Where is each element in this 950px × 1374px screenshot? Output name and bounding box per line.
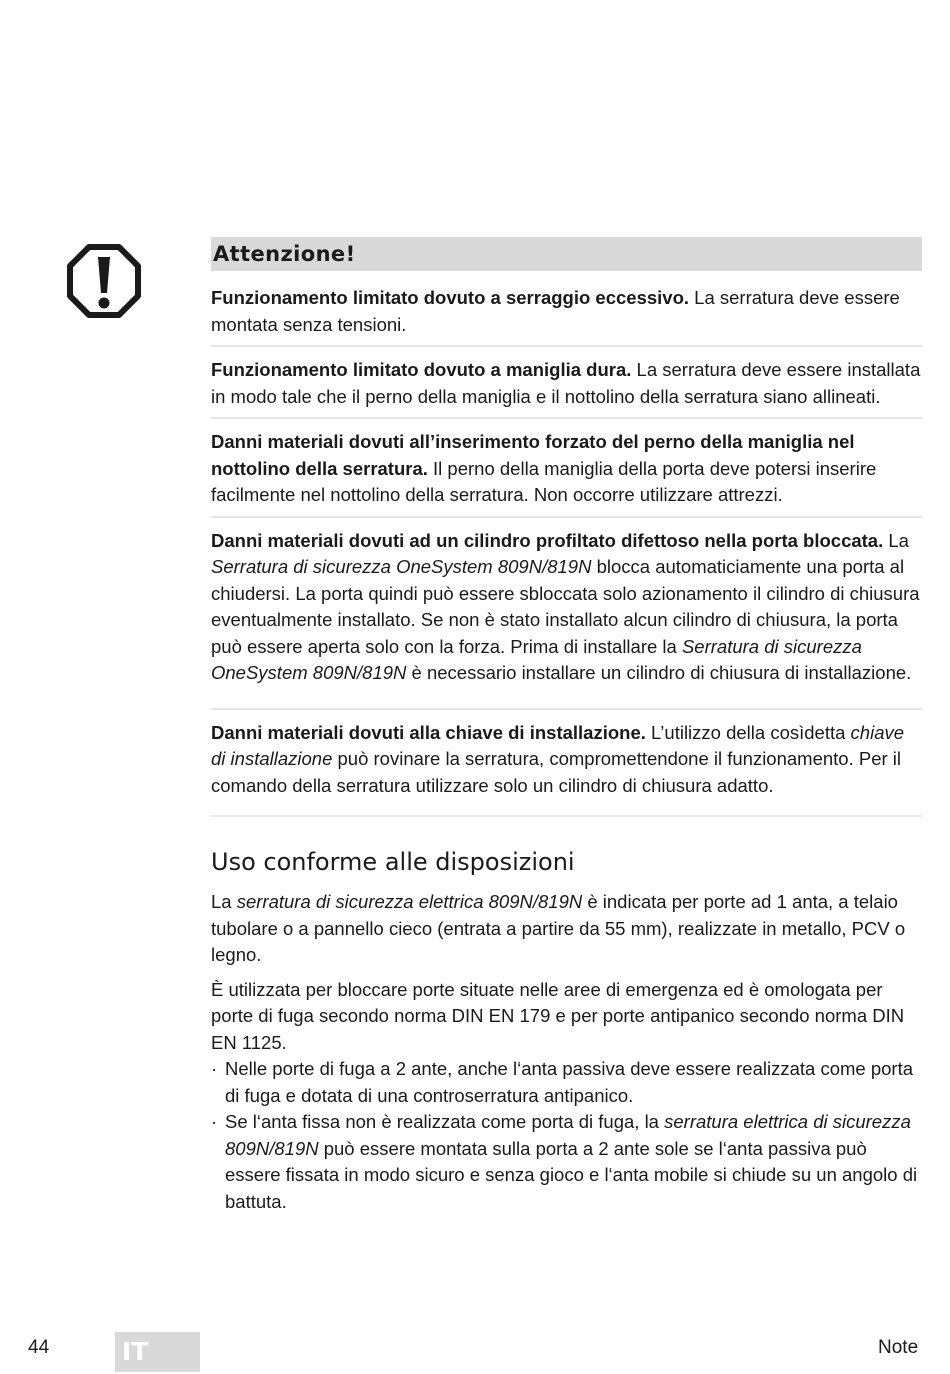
warning-item	[211, 426, 922, 518]
section-label: Note	[878, 1337, 919, 1358]
product-name: serratura elettrica di sicurezza 809N/819N	[225, 1111, 911, 1159]
warning-item-title: Danni materiali dovuti alla chiave di installazione.	[211, 721, 646, 743]
warning-item-text: Il perno della maniglia della porta deve potersi inserire facilmente nel nottolino della serratura. Non occorre utilizzare attrezzi.	[211, 457, 877, 505]
warning-item-text: è necessario installare un cilindro di chiusura di installazione.	[406, 662, 912, 683]
warning-item	[211, 525, 922, 710]
section-body	[211, 889, 922, 1215]
bullet-text: Se l‘anta fissa non è realizzata come porta di fuga, la	[225, 1111, 665, 1132]
warning-item-text: La serratura deve essere montata senza tensioni.	[211, 287, 900, 335]
page-number: 44	[28, 1337, 50, 1358]
warning-item-title: Danni materiali dovuti all’inserimento forzato del perno della maniglia nel nottolino della serratura.	[211, 431, 855, 479]
warning-item	[211, 354, 922, 419]
warning-item-text: L’utilizzo della cosìdetta	[645, 721, 851, 743]
bullet-item: · Nelle porte di fuga a 2 ante, anche l‘anta passiva deve essere realizzata come porta di fuga e dotata di una controserratura antipanico.	[211, 1056, 922, 1109]
warning-item	[211, 717, 922, 818]
exclamation-octagon-icon	[66, 243, 142, 319]
paragraph: È utilizzata per bloccare porte situate nelle aree di emergenza ed è omologata per porte di fuga secondo norma DIN EN 179 e per porte antipanico secondo norma DIN EN 1125.	[211, 978, 905, 1053]
warning-item-text: può rovinare la serratura, compromettendone il funzionamento. Per il comando della serratura utilizzare solo un cilindro di chiusura adatto.	[211, 748, 902, 796]
bullet-text: può essere montata sulla porta a 2 ante sole se l‘anta passiva può essere fissata in modo sicuro e senza gioco e l‘anta mobile si chiude su un angolo di battuta.	[225, 1137, 918, 1212]
product-name: Serratura di sicurezza OneSystem 809N/819N	[211, 635, 862, 683]
bullet-list	[211, 1056, 922, 1215]
warning-item	[211, 282, 922, 347]
paragraph-text: La	[211, 891, 237, 912]
warning-item-text: La	[883, 529, 909, 551]
warning-item-text: blocca automaticiamente una porta al chiudersi. La porta quindi può essere sbloccata solo azionamento il cilindro di chiusura eventualmente installato. Se non è stato installato alcun cilindro di chiusura, la porta può essere aperta solo con la forza. Prima di installare la	[211, 556, 920, 657]
language-tab: IT	[115, 1332, 200, 1372]
warning-title: Attenzione!	[211, 237, 922, 271]
warning-item-title: Funzionamento limitato dovuto a maniglia dura.	[211, 359, 632, 380]
term: chiave di installazione	[211, 721, 905, 769]
warning-item-title: Funzionamento limitato dovuto a serraggio eccessivo.	[211, 287, 690, 308]
paragraph-text: è indicata per porte ad 1 anta, a telaio tubolare o a pannello cieco (entrata a partire da 55 mm), realizzate in metallo, PCV o legno.	[211, 891, 906, 965]
main-content	[211, 237, 922, 1215]
warning-item-title: Danni materiali dovuti ad un cilindro profiltato difettoso nella porta bloccata.	[211, 529, 884, 551]
section-heading: Uso conforme alle disposizioni	[211, 848, 575, 876]
bullet-item	[211, 1109, 922, 1215]
warning-item-text: La serratura deve essere installata in modo tale che il perno della maniglia e il nottolino della serratura siano allineati.	[211, 359, 921, 407]
product-name: Serratura di sicurezza OneSystem 809N/819N	[211, 556, 592, 577]
product-name: serratura di sicurezza elettrica 809N/819N	[236, 891, 583, 912]
